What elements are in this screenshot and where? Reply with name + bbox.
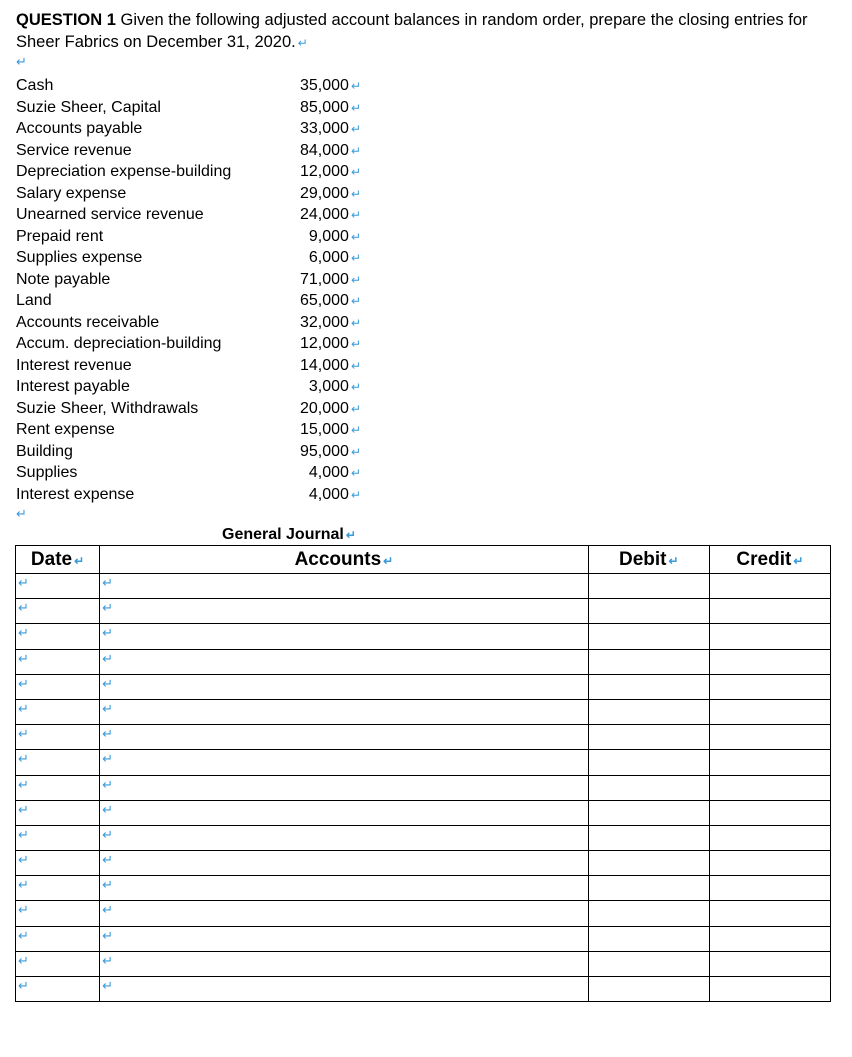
journal-cell-date[interactable] — [16, 750, 100, 775]
account-name: Land — [16, 292, 52, 309]
journal-body — [16, 574, 831, 1002]
journal-cell-credit[interactable] — [709, 825, 830, 850]
journal-cell-date[interactable] — [16, 876, 100, 901]
balance-row — [16, 419, 361, 441]
paragraph-mark-icon: ↵ — [350, 294, 361, 308]
account-name: Suzie Sheer, Withdrawals — [16, 399, 199, 417]
journal-row — [16, 951, 831, 976]
cell-mark-icon: ↵ — [102, 826, 113, 842]
header-accounts: Accounts ↵ — [100, 546, 589, 574]
journal-header-row — [16, 546, 831, 574]
journal-cell-accounts[interactable] — [100, 926, 589, 951]
journal-cell-credit[interactable] — [709, 977, 830, 1002]
journal-cell-debit[interactable] — [588, 649, 709, 674]
journal-cell-credit[interactable] — [709, 800, 830, 825]
journal-cell-credit[interactable] — [709, 775, 830, 800]
journal-cell-credit[interactable] — [709, 725, 830, 750]
paragraph-mark-icon: ↵ — [350, 315, 361, 330]
balance-row — [16, 398, 361, 420]
journal-cell-credit[interactable] — [709, 901, 830, 926]
paragraph-mark-icon: ↵ — [350, 251, 361, 265]
journal-cell-date[interactable] — [16, 951, 100, 976]
cell-mark-icon: ↵ — [102, 751, 113, 767]
balance-row — [16, 161, 361, 183]
journal-cell-date[interactable] — [16, 574, 100, 599]
balance-row — [16, 226, 361, 248]
paragraph-mark-icon: ↵ — [350, 466, 361, 480]
balance-row — [16, 290, 361, 312]
account-amount: 20,000 ↵ — [300, 399, 361, 417]
journal-row — [16, 725, 831, 750]
journal-cell-date[interactable] — [16, 624, 100, 649]
question-body: Given the following adjusted account balances in random order, prepare the closing entries for Sheer Fabrics on December 31, 2020. — [16, 11, 808, 51]
account-name: Service revenue — [16, 141, 132, 159]
account-name: Unearned service revenue — [16, 206, 204, 223]
account-amount: 84,000 ↵ — [300, 141, 361, 159]
cell-mark-icon: ↵ — [18, 877, 29, 893]
cell-mark-icon: ↵ — [383, 553, 394, 568]
journal-cell-date[interactable] — [16, 926, 100, 951]
cell-mark-icon: ↵ — [793, 553, 804, 568]
account-amount: 35,000 ↵ — [300, 77, 361, 94]
journal-cell-date[interactable] — [16, 977, 100, 1002]
cell-mark-icon: ↵ — [18, 826, 29, 842]
journal-cell-debit[interactable] — [588, 926, 709, 951]
journal-cell-accounts[interactable] — [100, 674, 589, 699]
cell-mark-icon: ↵ — [102, 801, 113, 817]
journal-cell-date[interactable] — [16, 725, 100, 750]
journal-cell-debit[interactable] — [588, 876, 709, 901]
journal-row — [16, 775, 831, 800]
account-name: Interest payable — [16, 378, 130, 395]
cell-mark-icon: ↵ — [102, 700, 113, 716]
journal-cell-accounts[interactable] — [100, 825, 589, 850]
journal-cell-date[interactable] — [16, 901, 100, 926]
general-journal-table — [15, 545, 831, 1002]
journal-cell-accounts[interactable] — [100, 624, 589, 649]
journal-cell-credit[interactable] — [709, 574, 830, 599]
cell-mark-icon: ↵ — [18, 801, 29, 817]
balance-row — [16, 204, 361, 226]
account-name: Depreciation expense-building — [16, 163, 232, 180]
account-name: Interest expense — [16, 485, 135, 503]
cell-mark-icon: ↵ — [18, 902, 29, 918]
account-name: Building — [16, 442, 73, 460]
paragraph-mark-icon: ↵ — [350, 122, 361, 136]
journal-cell-date[interactable] — [16, 775, 100, 800]
account-amount: 12,000 ↵ — [300, 163, 361, 180]
paragraph-mark-icon: ↵ — [350, 272, 361, 287]
cell-mark-icon: ↵ — [18, 852, 29, 868]
paragraph-mark-icon: ↵ — [350, 401, 361, 416]
question-number: QUESTION 1 — [16, 11, 116, 29]
question-text — [16, 9, 836, 54]
journal-row — [16, 876, 831, 901]
cell-mark-icon: ↵ — [18, 751, 29, 767]
journal-cell-accounts[interactable] — [100, 750, 589, 775]
account-name: Suzie Sheer, Capital — [16, 98, 161, 116]
account-amount: 32,000 ↵ — [300, 313, 361, 331]
journal-row — [16, 901, 831, 926]
journal-cell-credit[interactable] — [709, 599, 830, 624]
journal-cell-debit[interactable] — [588, 951, 709, 976]
account-name: Salary expense — [16, 184, 127, 202]
journal-cell-debit[interactable] — [588, 851, 709, 876]
journal-cell-debit[interactable] — [588, 574, 709, 599]
journal-row — [16, 977, 831, 1002]
header-debit: Debit ↵ — [588, 546, 709, 574]
journal-cell-credit[interactable] — [709, 926, 830, 951]
journal-cell-credit[interactable] — [709, 649, 830, 674]
journal-cell-credit[interactable] — [709, 876, 830, 901]
account-name: Supplies expense — [16, 249, 143, 266]
cell-mark-icon: ↵ — [18, 650, 29, 666]
cell-mark-icon: ↵ — [102, 575, 113, 590]
cell-mark-icon: ↵ — [102, 952, 113, 968]
paragraph-mark-icon: ↵ — [350, 487, 361, 502]
account-name: Accum. depreciation-building — [16, 335, 222, 352]
account-amount: 85,000 ↵ — [300, 98, 361, 116]
paragraph-mark-icon: ↵ — [297, 36, 308, 50]
balance-row — [16, 376, 361, 398]
account-balances-list — [16, 75, 361, 505]
cell-mark-icon: ↵ — [668, 553, 679, 568]
journal-cell-date[interactable] — [16, 825, 100, 850]
journal-cell-date[interactable] — [16, 800, 100, 825]
journal-row — [16, 750, 831, 775]
paragraph-mark-icon: ↵ — [350, 423, 361, 437]
journal-cell-accounts[interactable] — [100, 725, 589, 750]
journal-cell-accounts[interactable] — [100, 574, 589, 599]
cell-mark-icon: ↵ — [102, 852, 113, 868]
balance-row — [16, 269, 361, 291]
balance-row — [16, 183, 361, 205]
cell-mark-icon: ↵ — [102, 675, 113, 691]
balance-row — [16, 312, 361, 334]
account-amount: 3,000 ↵ — [308, 378, 361, 395]
account-name: Note payable — [16, 270, 111, 288]
journal-row — [16, 599, 831, 624]
journal-row — [16, 800, 831, 825]
paragraph-mark-icon: ↵ — [350, 186, 361, 201]
journal-cell-debit[interactable] — [588, 699, 709, 724]
balance-row — [16, 333, 361, 355]
paragraph-mark-icon: ↵ — [350, 229, 361, 244]
journal-cell-date[interactable] — [16, 649, 100, 674]
journal-cell-credit[interactable] — [709, 851, 830, 876]
journal-cell-accounts[interactable] — [100, 851, 589, 876]
balance-row — [16, 75, 361, 97]
cell-mark-icon: ↵ — [18, 776, 29, 792]
account-amount: 9,000 ↵ — [308, 227, 361, 245]
cell-mark-icon: ↵ — [18, 675, 29, 691]
balance-row — [16, 355, 361, 377]
journal-cell-date[interactable] — [16, 674, 100, 699]
cell-mark-icon: ↵ — [18, 625, 29, 641]
balance-row — [16, 97, 361, 119]
journal-cell-debit[interactable] — [588, 750, 709, 775]
cell-mark-icon: ↵ — [102, 927, 113, 943]
cell-mark-icon: ↵ — [18, 575, 29, 590]
paragraph-mark-icon: ↵ — [350, 337, 361, 351]
account-amount: 24,000 ↵ — [300, 206, 361, 223]
account-amount: 15,000 ↵ — [300, 421, 361, 438]
journal-cell-accounts[interactable] — [100, 951, 589, 976]
journal-cell-debit[interactable] — [588, 674, 709, 699]
balance-row — [16, 140, 361, 162]
journal-title-text: General Journal — [222, 526, 344, 543]
cell-mark-icon: ↵ — [102, 650, 113, 666]
cell-mark-icon: ↵ — [18, 978, 29, 993]
paragraph-mark-icon: ↵ — [350, 380, 361, 394]
balance-row — [16, 441, 361, 463]
journal-cell-accounts[interactable] — [100, 977, 589, 1002]
cell-mark-icon: ↵ — [102, 600, 113, 616]
journal-row — [16, 851, 831, 876]
cell-mark-icon: ↵ — [102, 978, 113, 993]
journal-title — [222, 525, 356, 545]
cell-mark-icon: ↵ — [102, 902, 113, 918]
paragraph-mark-icon: ↵ — [350, 100, 361, 115]
balance-row — [16, 484, 361, 506]
journal-cell-credit[interactable] — [709, 699, 830, 724]
journal-cell-accounts[interactable] — [100, 901, 589, 926]
journal-cell-debit[interactable] — [588, 977, 709, 1002]
account-name: Accounts receivable — [16, 313, 160, 331]
paragraph-mark-icon: ↵ — [16, 54, 27, 69]
paragraph-mark-icon: ↵ — [16, 506, 27, 521]
cell-mark-icon: ↵ — [18, 726, 29, 742]
journal-cell-accounts[interactable] — [100, 649, 589, 674]
account-amount: 4,000 ↵ — [308, 464, 361, 481]
journal-cell-date[interactable] — [16, 599, 100, 624]
journal-cell-debit[interactable] — [588, 775, 709, 800]
header-date: Date ↵ — [16, 546, 100, 574]
journal-cell-accounts[interactable] — [100, 775, 589, 800]
journal-row — [16, 624, 831, 649]
account-amount: 29,000 ↵ — [300, 184, 361, 202]
cell-mark-icon: ↵ — [102, 877, 113, 893]
account-name: Cash — [16, 77, 54, 94]
account-name: Supplies — [16, 464, 78, 481]
journal-cell-date[interactable] — [16, 851, 100, 876]
balance-row — [16, 118, 361, 140]
journal-cell-debit[interactable] — [588, 624, 709, 649]
account-amount: 65,000 ↵ — [300, 292, 361, 309]
journal-row — [16, 674, 831, 699]
journal-cell-accounts[interactable] — [100, 699, 589, 724]
journal-cell-accounts[interactable] — [100, 876, 589, 901]
journal-row — [16, 649, 831, 674]
account-amount: 12,000 ↵ — [300, 335, 361, 352]
cell-mark-icon: ↵ — [102, 625, 113, 641]
journal-row — [16, 825, 831, 850]
journal-cell-accounts[interactable] — [100, 800, 589, 825]
journal-cell-accounts[interactable] — [100, 599, 589, 624]
paragraph-mark-icon: ↵ — [350, 358, 361, 373]
cell-mark-icon: ↵ — [18, 700, 29, 716]
account-name: Interest revenue — [16, 356, 132, 374]
header-credit: Credit ↵ — [709, 546, 830, 574]
cell-mark-icon: ↵ — [74, 553, 85, 568]
paragraph-mark-icon: ↵ — [350, 165, 361, 179]
account-name: Rent expense — [16, 421, 115, 438]
paragraph-mark-icon: ↵ — [345, 528, 356, 542]
paragraph-mark-icon: ↵ — [350, 79, 361, 93]
journal-cell-credit[interactable] — [709, 624, 830, 649]
account-name: Prepaid rent — [16, 227, 104, 245]
journal-cell-debit[interactable] — [588, 599, 709, 624]
cell-mark-icon: ↵ — [18, 600, 29, 616]
journal-cell-date[interactable] — [16, 699, 100, 724]
cell-mark-icon: ↵ — [18, 952, 29, 968]
account-name: Accounts payable — [16, 120, 143, 137]
journal-cell-debit[interactable] — [588, 725, 709, 750]
paragraph-mark-icon: ↵ — [350, 143, 361, 158]
cell-mark-icon: ↵ — [102, 726, 113, 742]
account-amount: 71,000 ↵ — [300, 270, 361, 288]
journal-cell-credit[interactable] — [709, 674, 830, 699]
paragraph-mark-icon: ↵ — [350, 444, 361, 459]
journal-cell-debit[interactable] — [588, 800, 709, 825]
account-amount: 14,000 ↵ — [300, 356, 361, 374]
journal-cell-debit[interactable] — [588, 825, 709, 850]
account-amount: 6,000 ↵ — [308, 249, 361, 266]
journal-cell-debit[interactable] — [588, 901, 709, 926]
account-amount: 95,000 ↵ — [300, 442, 361, 460]
journal-row — [16, 574, 831, 599]
journal-row — [16, 699, 831, 724]
cell-mark-icon: ↵ — [102, 776, 113, 792]
balance-row — [16, 247, 361, 269]
balance-row — [16, 462, 361, 484]
account-amount: 33,000 ↵ — [300, 120, 361, 137]
journal-cell-credit[interactable] — [709, 951, 830, 976]
paragraph-mark-icon: ↵ — [350, 208, 361, 222]
account-amount: 4,000 ↵ — [308, 485, 361, 503]
cell-mark-icon: ↵ — [18, 927, 29, 943]
journal-cell-credit[interactable] — [709, 750, 830, 775]
journal-row — [16, 926, 831, 951]
